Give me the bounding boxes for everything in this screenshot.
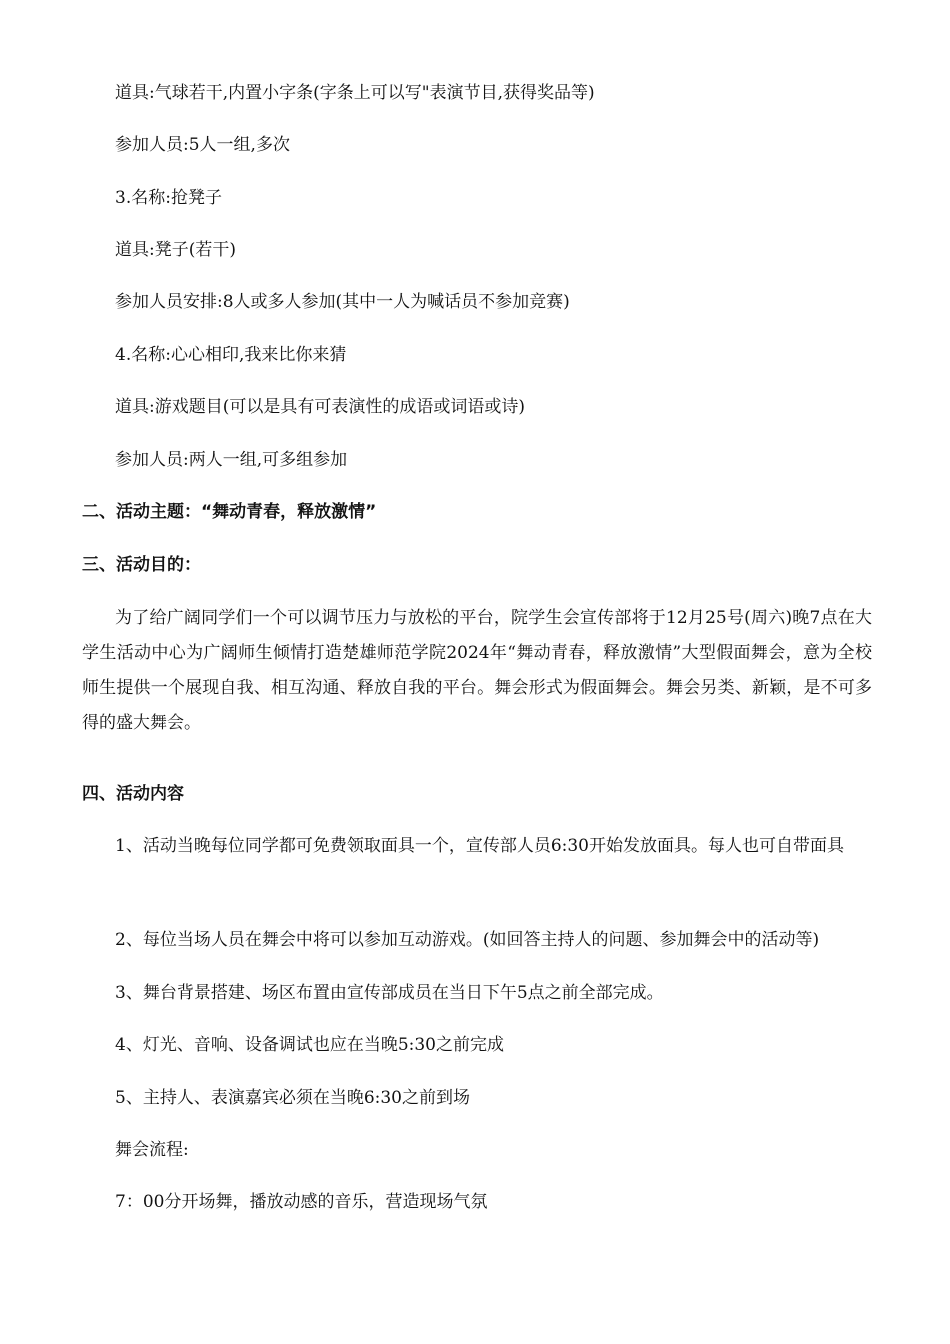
section3-heading: 三、活动目的： [82,555,201,575]
participants-chairs-line: 参加人员安排:8人或多人参加(其中一人为喊话员不参加竞赛) [115,292,570,312]
section4-item1: 1、活动当晚每位同学都可免费领取面具一个，宣传部人员6:30开始发放面具。每人也可自带面具 [115,836,844,856]
section2-heading: 二、活动主题：“舞动青春，释放激情” [82,502,377,522]
flow-step-1: 7：00分开场舞，播放动感的音乐，营造现场气氛 [115,1192,488,1212]
game3-name-line: 3.名称:抢凳子 [115,188,222,208]
section3-body-paragraph: 为了给广阔同学们一个可以调节压力与放松的平台，院学生会宣传部将于12月25号(周六)晚7点在大学生活动中心为广阔师生倾情打造楚雄师范学院2024年“舞动青春，释放激情”大型假面舞会，意为全校师生提供一个展现自我、相互沟通、释放自我的平台。舞会形式为假面舞会。舞会另类、新颖，是不可多得的盛大舞会。 [82,608,872,733]
section4-item2: 2、每位当场人员在舞会中将可以参加互动游戏。(如回答主持人的问题、参加舞会中的活动等) [115,930,820,950]
props-guess-line: 道具:游戏题目(可以是具有可表演性的成语或词语或诗) [115,397,525,417]
flow-label: 舞会流程: [115,1140,189,1160]
props-balloon-line: 道具:气球若干,内置小字条(字条上可以写"表演节目,获得奖品等) [115,83,595,103]
participants-guess-line: 参加人员:两人一组,可多组参加 [115,450,348,470]
section4-item4: 4、灯光、音响、设备调试也应在当晚5:30之前完成 [115,1035,504,1055]
props-chairs-line: 道具:凳子(若干) [115,240,236,260]
section4-item5: 5、主持人、表演嘉宾必须在当晚6:30之前到场 [115,1088,470,1108]
section4-heading: 四、活动内容 [82,784,184,804]
participants-balloon-line: 参加人员:5人一组,多次 [115,135,290,155]
game4-name-line: 4.名称:心心相印,我来比你来猜 [115,345,347,365]
section4-item3: 3、舞台背景搭建、场区布置由宣传部成员在当日下午5点之前全部完成。 [115,983,664,1003]
